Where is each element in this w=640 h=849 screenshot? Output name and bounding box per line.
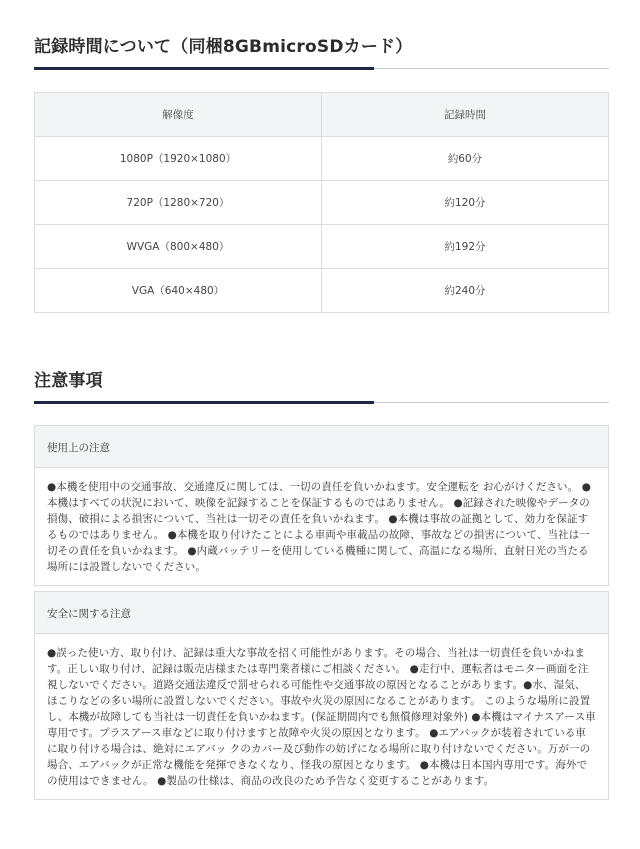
- resolution-cell: 720P（1280×720）: [35, 181, 322, 225]
- recording-title-divider: [34, 67, 609, 70]
- resolution-column-header: 解像度: [35, 93, 322, 137]
- cautions-title-divider: [34, 401, 609, 404]
- table-row: [35, 181, 609, 225]
- table-row: [35, 137, 609, 181]
- recording-time-cell: 約240分: [322, 269, 609, 313]
- table-row: [35, 269, 609, 313]
- table-row: [35, 225, 609, 269]
- safety-caution-heading: 安全に関する注意: [35, 592, 608, 634]
- usage-caution-box: [34, 425, 609, 586]
- usage-caution-text: ●本機を使用中の交通事故、交通違反に関しては、一切の責任を負いかねます。安全運転を お心がけください。 ●本機はすべての状況において、映像を記録することを保証するものではありません。 ●記録された映像やデータの損傷、破損による損害について、当社は一切その責任を負いかねます。 ●本機は事故の証拠として、効力を保証するものではありません。 ●本機を取り付けたことによる車両や車載品の故障、事故などの損害について、当社は一切その責任を負いかねます。 ●内蔵バッテリーを使用している機種に関して、高温になる場所、直射日光の当たる場所には設置しないでください。: [47, 481, 591, 573]
- resolution-cell: WVGA（800×480）: [35, 225, 322, 269]
- resolution-cell: VGA（640×480）: [35, 269, 322, 313]
- recording-time-cell: 約192分: [322, 225, 609, 269]
- table-header-row: [35, 93, 609, 137]
- recording-time-column-header: 記録時間: [322, 93, 609, 137]
- recording-time-cell: 約60分: [322, 137, 609, 181]
- recording-time-table: [34, 92, 609, 313]
- safety-caution-text: ●誤った使い方、取り付け、記録は重大な事故を招く可能性があります。その場合、当社は一切責任を負いかねます。正しい取り付け、記録は販売店様または専門業者様にご相談ください。 ●走行中、運転者はモニター画面を注視しないでください。道路交通法違反で罰せられる可能性や交通事故の原因となることがあります。●水、湿気、ほこりなどの多い場所に設置しないでください。事故や火災の原因になることがあります。 このような場所に設置し、本機が故障しても当社は一切責任を負いかねます。(保証期間内でも無償修理対象外) ●本機はマイナスアース車専用です。プラスアース車などに取り付けますと故障や火災の原因となります。 ●エアバックが装着されている車に取り付ける場合は、絶対にエアバッ クのカバー及び動作の妨げになる場所に取り付けないでください。万が一の場合、エアバックが正常な機能を発揮できなくなり、怪我の原因となります。 ●本機は日本国内専用です。海外での使用はできません。 ●製品の仕様は、商品の改良のため予告なく変更することがあります。: [47, 647, 596, 787]
- cautions-title: 注意事項: [34, 371, 103, 391]
- recording-time-cell: 約120分: [322, 181, 609, 225]
- recording-time-title: 記録時間について（同梱8GBmicroSDカード）: [34, 37, 413, 57]
- resolution-cell: 1080P（1920×1080）: [35, 137, 322, 181]
- usage-caution-heading: 使用上の注意: [35, 426, 608, 468]
- safety-caution-box: [34, 591, 609, 800]
